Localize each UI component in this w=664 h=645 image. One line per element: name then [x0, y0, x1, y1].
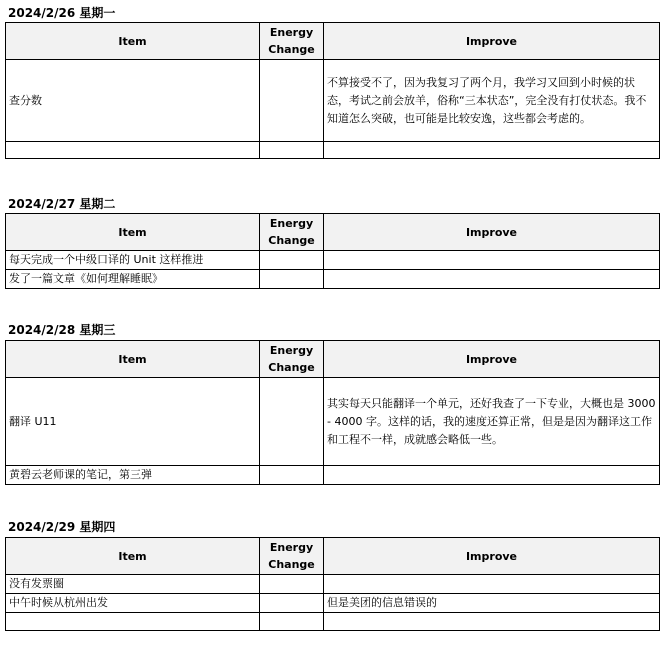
energy-cell [260, 270, 324, 289]
header-improve: Improve [324, 214, 660, 251]
improve-cell [324, 251, 660, 270]
improve-cell: 其实每天只能翻译一个单元，还好我查了一下专业，大概也是 3000 - 4000 字。这样的话，我的速度还算正常，但是是因为翻译这工作和工程不一样，成就感会略低一些。 [324, 378, 660, 466]
header-improve: Improve [324, 538, 660, 575]
day-title: 2024/2/29 星期四 [8, 520, 116, 534]
energy-cell [260, 613, 324, 631]
header-item: Item [6, 214, 260, 251]
day-title: 2024/2/27 星期二 [8, 197, 116, 211]
item-cell: 黄碧云老师课的笔记，第三弹 [6, 466, 260, 485]
item-cell: 发了一篇文章《如何理解睡眠》 [6, 270, 260, 289]
header-energy-line2: Change [268, 234, 315, 247]
improve-cell: 但是美团的信息错误的 [324, 594, 660, 613]
header-energy-line1: Energy [269, 26, 314, 39]
header-energy-line2: Change [268, 361, 315, 374]
header-energy-line1: Energy [269, 344, 314, 357]
energy-cell [260, 575, 324, 594]
header-energy-change [260, 341, 324, 378]
day-title: 2024/2/28 星期三 [8, 323, 116, 337]
day-table [5, 213, 660, 289]
improve-cell [324, 613, 660, 631]
header-energy-line1: Energy [269, 217, 314, 230]
table-row [6, 60, 660, 142]
table-row [6, 613, 660, 631]
energy-cell [260, 378, 324, 466]
table-row [6, 270, 660, 289]
table-header-row [6, 341, 660, 378]
item-cell: 中午时候从杭州出发 [6, 594, 260, 613]
item-cell: 翻译 U11 [6, 378, 260, 466]
day-table [5, 22, 660, 159]
header-improve: Improve [324, 23, 660, 60]
header-energy-line2: Change [268, 43, 315, 56]
table-header-row [6, 23, 660, 60]
table-row [6, 466, 660, 485]
header-energy-change [260, 538, 324, 575]
table-row [6, 142, 660, 159]
improve-cell: 不算接受不了，因为我复习了两个月，我学习又回到小时候的状态，考试之前会放羊，俗称“三本状态”，完全没有打仗状态。我不知道怎么突破，也可能是比较安逸，这些都会考虑的。 [324, 60, 660, 142]
energy-cell [260, 251, 324, 270]
energy-cell [260, 60, 324, 142]
energy-cell [260, 142, 324, 159]
header-energy-change [260, 23, 324, 60]
header-item: Item [6, 341, 260, 378]
day-table [5, 340, 660, 485]
improve-cell [324, 575, 660, 594]
energy-cell [260, 466, 324, 485]
table-row [6, 575, 660, 594]
improve-cell [324, 466, 660, 485]
header-item: Item [6, 538, 260, 575]
table-header-row [6, 214, 660, 251]
improve-cell [324, 270, 660, 289]
item-cell: 每天完成一个中级口译的 Unit 这样推进 [6, 251, 260, 270]
improve-cell [324, 142, 660, 159]
table-row [6, 594, 660, 613]
header-improve: Improve [324, 341, 660, 378]
energy-cell [260, 594, 324, 613]
item-cell: 没有发票圈 [6, 575, 260, 594]
item-cell [6, 142, 260, 159]
table-header-row [6, 538, 660, 575]
table-row [6, 251, 660, 270]
item-cell [6, 613, 260, 631]
header-energy-line2: Change [268, 558, 315, 571]
day-table [5, 537, 660, 631]
header-energy-line1: Energy [269, 541, 314, 554]
table-row [6, 378, 660, 466]
header-energy-change [260, 214, 324, 251]
day-title: 2024/2/26 星期一 [8, 6, 116, 20]
item-cell: 查分数 [6, 60, 260, 142]
header-item: Item [6, 23, 260, 60]
